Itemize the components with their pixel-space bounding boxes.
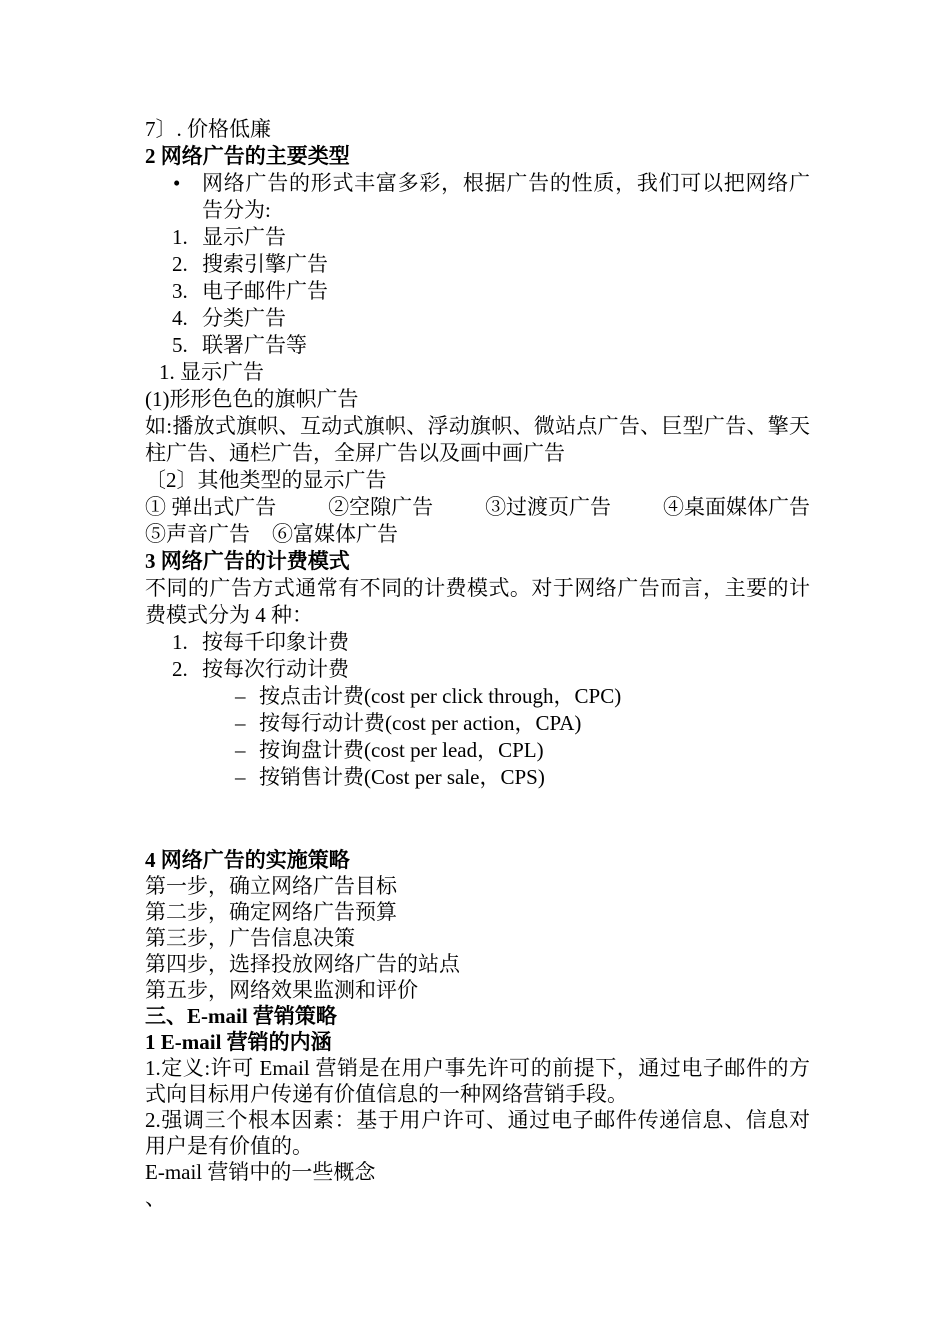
sub-list-item: – 按销售计费(Cost per sale，CPS)	[235, 765, 545, 789]
list-item: 2. 按每次行动计费	[172, 657, 349, 681]
list-item: 1. 按每千印象计费	[172, 630, 349, 654]
step-item: 第三步，广告信息决策	[145, 926, 355, 950]
dash-icon: –	[235, 711, 246, 735]
dash-icon: –	[235, 684, 246, 708]
email-definition: 1.定义:许可 Email 营销是在用户事先许可的前提下，通过电子邮件的方式向目标用户传递有价值信息的一种网络营销手段。	[145, 1056, 810, 1106]
section-heading-email: 三、E-mail 营销策略	[145, 1004, 337, 1028]
list-item: 3. 电子邮件广告	[172, 279, 328, 303]
blank-space	[145, 791, 810, 847]
price-line: 7〕. 价格低廉	[145, 117, 271, 141]
section-heading-billing: 3 网络广告的计费模式	[145, 549, 350, 573]
document-body	[145, 116, 810, 1211]
step-item: 第四步，选择投放网络广告的站点	[145, 952, 460, 976]
other-type-item: ④桌面媒体广告	[662, 495, 810, 519]
sub-list-item: – 按每行动计费(cost per action，CPA)	[235, 711, 582, 735]
banner-title: (1)形形色色的旗帜广告	[145, 387, 359, 411]
list-item: 1. 显示广告	[172, 225, 286, 249]
list-item: 4. 分类广告	[172, 306, 286, 330]
other-display-row-2	[145, 521, 810, 548]
billing-description: 不同的广告方式通常有不同的计费模式。对于网络广告而言，主要的计费模式分为 4 种：	[145, 576, 810, 627]
email-concepts: E-mail 营销中的一些概念	[145, 1160, 376, 1184]
other-type-item: ① 弹出式广告	[145, 495, 277, 519]
section-heading-ad-types: 2 网络广告的主要类型	[145, 144, 350, 168]
display-ad-title: 1. 显示广告	[159, 360, 264, 384]
subsection-heading-email: 1 E-mail 营销的内涵	[145, 1030, 332, 1054]
other-type-item: ⑥富媒体广告	[272, 522, 398, 546]
step-item: 第二步，确定网络广告预算	[145, 900, 397, 924]
dash-icon: –	[235, 738, 246, 762]
step-item: 第一步，确立网络广告目标	[145, 874, 397, 898]
email-factors: 2.强调三个根本因素：基于用户许可、通过电子邮件传递信息、信息对用户是有价值的。	[145, 1108, 810, 1158]
sub-list-item: – 按询盘计费(cost per lead，CPL)	[235, 738, 544, 762]
other-display-title: 〔2〕其他类型的显示广告	[145, 468, 387, 492]
other-type-item: ③过渡页广告	[485, 495, 612, 519]
sub-list-item: – 按点击计费(cost per click through，CPC)	[235, 684, 622, 708]
section-heading-strategy: 4 网络广告的实施策略	[145, 848, 350, 872]
other-type-item: ②空隙广告	[328, 495, 434, 519]
trailing-mark: 、	[145, 1186, 166, 1210]
list-item: 2. 搜索引擎广告	[172, 252, 328, 276]
other-type-item: ⑤声音广告	[145, 522, 250, 546]
banner-description: 如:播放式旗帜、互动式旗帜、浮动旗帜、微站点广告、巨型广告、擎天柱广告、通栏广告，全屏广告以及画中画广告	[145, 414, 810, 465]
dash-icon: –	[235, 765, 246, 789]
bullet-dot-icon: •	[173, 171, 181, 195]
other-display-row-1	[145, 494, 810, 521]
step-item: 第五步，网络效果监测和评价	[145, 978, 418, 1002]
bullet-item	[145, 170, 810, 224]
list-item: 5. 联署广告等	[172, 333, 307, 357]
bullet-text: 网络广告的形式丰富多彩，根据广告的性质，我们可以把网络广告分为:	[202, 171, 810, 222]
